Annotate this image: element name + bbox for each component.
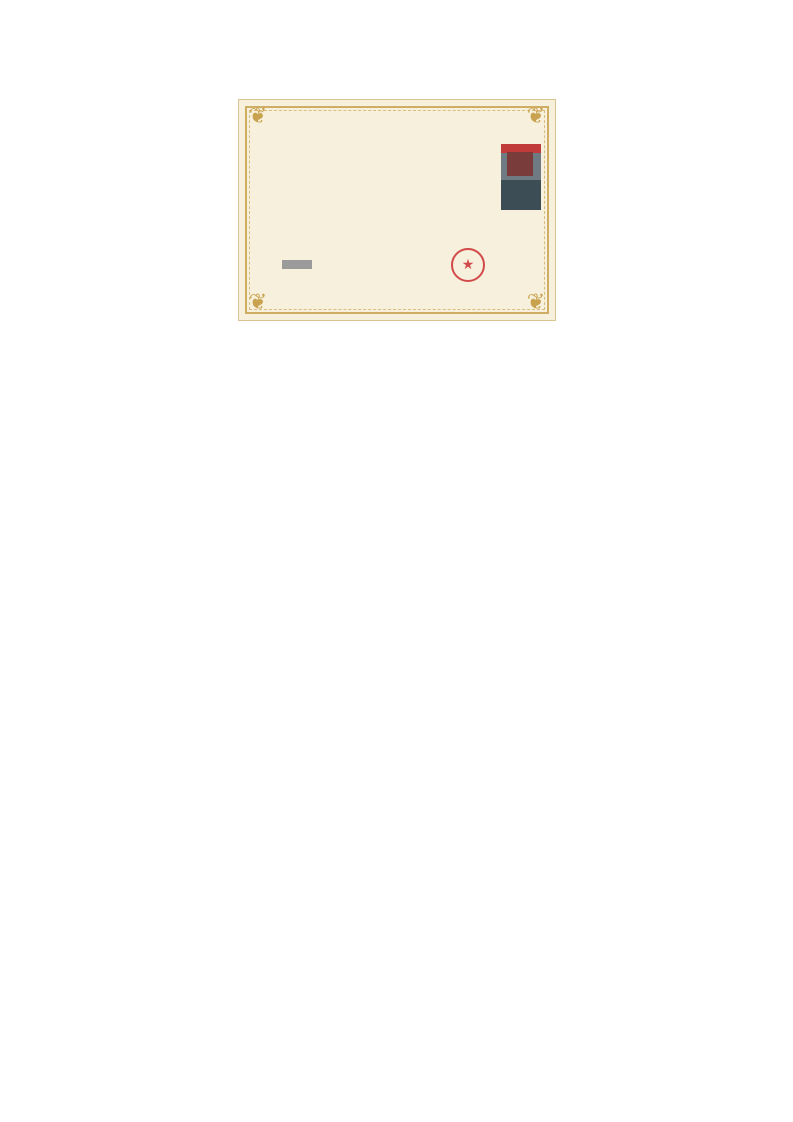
certificate-inner-border (249, 110, 545, 310)
ornament-icon: ❦ (526, 104, 546, 129)
redacted-id (282, 260, 312, 269)
ornament-icon: ❦ (526, 290, 546, 315)
id-field (279, 260, 312, 269)
ornament-icon: ❦ (248, 290, 268, 315)
certificate-image (238, 99, 556, 321)
holder-photo (501, 144, 541, 210)
ornament-icon: ❦ (248, 104, 268, 129)
official-seal-icon: ★ (451, 248, 485, 282)
